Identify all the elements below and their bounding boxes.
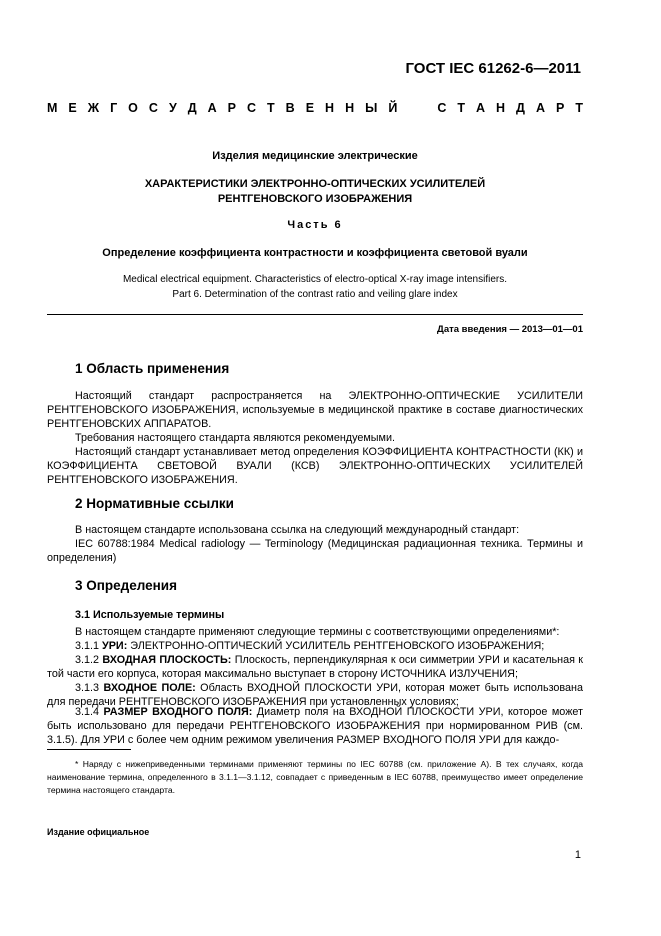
section-3-intro: В настоящем стандарте применяют следующие термины с соответствующими определениями*: — [75, 626, 560, 638]
standard-type-letter: С — [148, 101, 158, 115]
standard-type-letter: О — [128, 101, 138, 115]
term-3-1-1-definition: ЭЛЕКТРОННО-ОПТИЧЕСКИЙ УСИЛИТЕЛЬ РЕНТГЕНОВСКОГО ИЗОБРАЖЕНИЯ; — [127, 640, 545, 652]
term-3-1-2-number: 3.1.2 — [75, 654, 103, 666]
standard-type-letter: В — [285, 101, 295, 115]
term-3-1-4-number: 3.1.4 — [75, 706, 104, 718]
standard-type-letter: Ж — [87, 101, 100, 115]
standard-type-letter: Й — [388, 101, 398, 115]
standard-type-letter: Д — [516, 101, 525, 115]
term-3-1-1-name: УРИ: — [102, 640, 128, 652]
standard-type-letter: Е — [305, 101, 315, 115]
title-description: Определение коэффициента контрастности и коэффициента световой вуали — [102, 247, 528, 259]
section-1-paragraph-1: Настоящий стандарт распространяется на ЭЛЕКТРОННО-ОПТИЧЕСКИЕ УСИЛИТЕЛИ РЕНТГЕНОВСКОГО ИЗОБРАЖЕНИЯ, используемые в медицинской практике в составе диагностических РЕНТГЕНОВСКИХ АППАРАТОВ. — [47, 390, 583, 430]
section-1-paragraph-2: Требования настоящего стандарта являются рекомендуемыми. — [75, 432, 396, 444]
edition-label: Издание официальное — [47, 827, 150, 837]
term-3-1-1-number: 3.1.1 — [75, 640, 103, 652]
standard-type-letter: Р — [555, 101, 565, 115]
standard-type-letter: Р — [227, 101, 236, 115]
section-2-heading: 2 Нормативные ссылки — [75, 496, 234, 511]
introduction-date: Дата введения — 2013—01—01 — [437, 324, 583, 335]
standard-type-letter: М — [47, 101, 58, 115]
standard-type-letter: У — [168, 101, 177, 115]
section-3-heading: 3 Определения — [75, 578, 177, 593]
term-3-1-2 — [47, 653, 583, 681]
standard-type-letter: Н — [325, 101, 335, 115]
term-3-1-3-name: ВХОДНОЕ ПОЛЕ: — [103, 682, 196, 694]
standard-type-letter: Т — [267, 101, 275, 115]
title-english-line1: Medical electrical equipment. Characteristics of electro-optical X-ray image intensifiers. — [122, 274, 508, 285]
title-main-line1: ХАРАКТЕРИСТИКИ ЭЛЕКТРОННО-ОПТИЧЕСКИХ УСИЛИТЕЛЕЙ — [144, 178, 486, 190]
standard-type-letter: А — [207, 101, 217, 115]
term-3-1-2-definition: Плоскость, перпендикулярная к оси симметрии УРИ и касательная к той части его корпуса, которая максимально выступает в сторону ИСТОЧНИКА ИЗЛУЧЕНИЯ; — [47, 654, 584, 680]
term-3-1-2-name: ВХОДНАЯ ПЛОСКОСТЬ: — [102, 654, 232, 666]
term-3-1-3-number: 3.1.3 — [75, 682, 104, 694]
title-main-line2: РЕНТГЕНОВСКОГО ИЗОБРАЖЕНИЯ — [217, 193, 413, 205]
standard-type-letter: Т — [457, 101, 465, 115]
footnote-separator — [47, 749, 131, 750]
title-divider — [47, 314, 583, 315]
standard-type-letter: Н — [496, 101, 506, 115]
standard-type-letter: С — [247, 101, 257, 115]
section-2-reference: IEC 60788:1984 Medical radiology — Terminology (Медицинская радиационная техника. Термины и определения) — [47, 538, 583, 564]
term-3-1-1 — [47, 639, 583, 653]
standard-type-letter: А — [535, 101, 545, 115]
standard-type-heading — [47, 101, 583, 115]
standard-type-letter: Н — [345, 101, 355, 115]
standard-type-letter: Т — [575, 101, 583, 115]
standard-type-letter: Е — [68, 101, 77, 115]
standard-type-letter: Г — [110, 101, 118, 115]
standard-type-letter — [423, 101, 426, 115]
title-part: Часть 6 — [287, 219, 343, 231]
title-category: Изделия медицинские электрические — [212, 150, 418, 162]
section-1-paragraph-3: Настоящий стандарт устанавливает метод определения КОЭФФИЦИЕНТА КОНТРАСТНОСТИ (КК) и КОЭФФИЦИЕНТА СВЕТОВОЙ ВУАЛИ (КСВ) ЭЛЕКТРОННО-ОПТИЧЕСКИХ УСИЛИТЕЛЕЙ РЕНТГЕНОВСКОГО ИЗОБРАЖЕНИЯ. — [47, 446, 583, 486]
title-english — [47, 272, 583, 302]
standard-type-letter: Ы — [365, 101, 378, 115]
page-number: 1 — [574, 849, 581, 861]
term-3-1-3-definition: Область ВХОДНОЙ ПЛОСКОСТИ УРИ, которая может быть использована для передачи РЕНТГЕНОВСКОГО ИЗОБРАЖЕНИЯ при установленных условиях; — [47, 682, 583, 708]
standard-type-letter — [408, 101, 411, 115]
term-3-1-4-definition: Диаметр поля на ВХОДНОЙ ПЛОСКОСТИ УРИ, которое может быть использовано для передачи РЕНТГЕНОВСКОГО ИЗОБРАЖЕНИЯ при нормированном РИВ (см. 3.1.5). Для УРИ с более чем одним режимом увеличения РАЗМЕР ВХОДНОГО ПОЛЯ УРИ для каждо- — [47, 706, 584, 746]
title-english-line2: Part 6. Determination of the contrast ratio and veiling glare index — [172, 289, 458, 300]
document-number: ГОСТ IEC 61262-6—2011 — [405, 60, 581, 77]
standard-type-letter: А — [475, 101, 486, 115]
title-main — [47, 177, 583, 207]
subsection-3-1-heading: 3.1 Используемые термины — [75, 609, 225, 621]
term-3-1-4 — [47, 705, 583, 747]
section-2-paragraph-1: В настоящем стандарте использована ссылка на следующий международный стандарт: — [75, 524, 520, 536]
footnote: * Наряду с нижеприведенными терминами применяют термины по IEC 60788 (см. приложение А). В тех случаях, когда наименование термина, определенного в 3.1.1—3.1.12, совпадает с приведенным в IEC 60788, преимущество имеет определение термина настоящего стандарта. — [47, 759, 583, 795]
section-1-heading: 1 Область применения — [75, 361, 230, 376]
term-3-1-4-name: РАЗМЕР ВХОДНОГО ПОЛЯ: — [103, 706, 253, 718]
standard-type-letter: Д — [187, 101, 197, 115]
standard-type-letter: С — [437, 101, 447, 115]
